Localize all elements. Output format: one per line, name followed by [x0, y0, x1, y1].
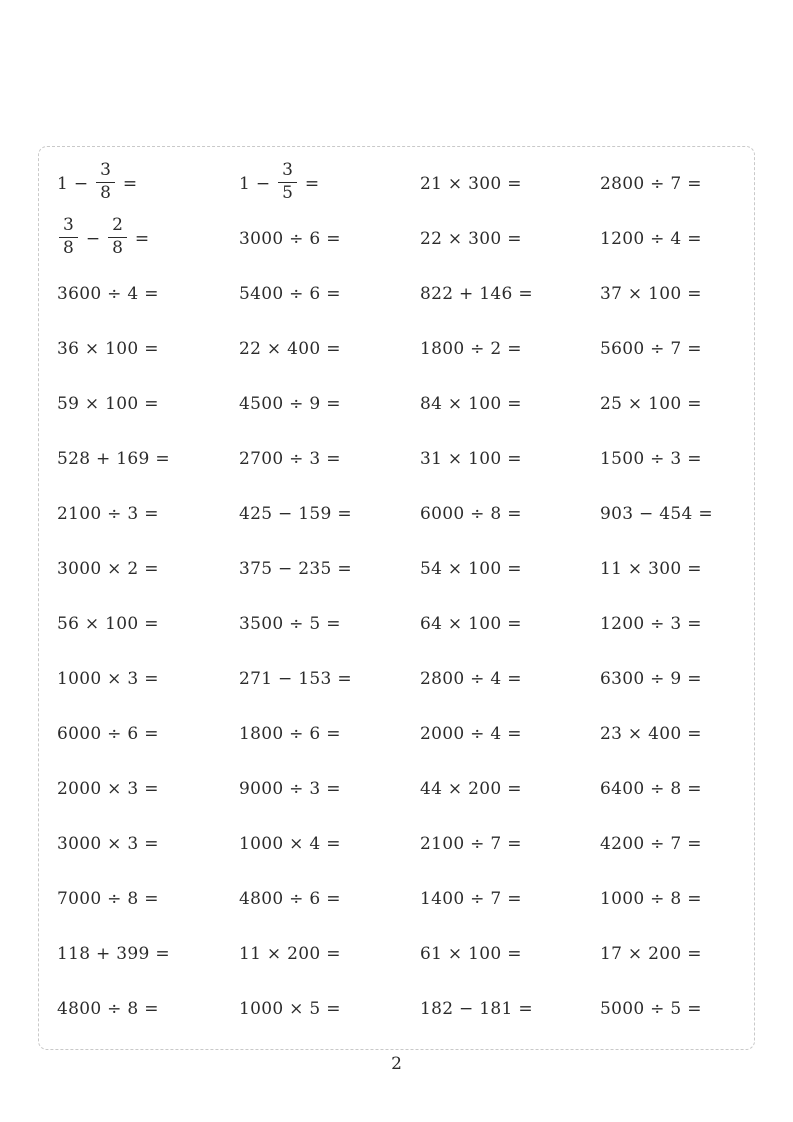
math-problem: 25 × 100 = — [600, 393, 702, 414]
math-problem: $\frac{3}{8}$ − $\frac{2}{8}$ = — [57, 211, 239, 266]
math-problem: 6400 ÷ 8 = — [600, 778, 702, 799]
math-problem: 1200 ÷ 4 = — [600, 228, 702, 249]
math-problem: 21 × 300 = — [420, 173, 522, 194]
fraction-numerator: 3 — [278, 162, 297, 183]
math-problem: 6000 ÷ 6 = — [57, 723, 159, 744]
problem-grid — [57, 156, 746, 1035]
math-problem: 36 × 100 = — [57, 338, 159, 359]
math-problem: 56 × 100 = — [57, 613, 159, 634]
math-problem: 6000 ÷ 8 = — [420, 503, 522, 524]
math-problem: 17 × 200 = — [600, 943, 702, 964]
math-problem: 1 − $\frac{3}{8}$ = — [57, 160, 138, 203]
math-problem: 1500 ÷ 3 = — [600, 448, 702, 469]
math-problem: 4500 ÷ 9 = — [239, 393, 341, 414]
math-problem: 1400 ÷ 7 = — [420, 888, 522, 909]
math-problem: 1800 ÷ 2 = — [420, 338, 522, 359]
math-problem: 31 × 100 = — [420, 448, 522, 469]
math-problem: 3000 ÷ 6 = — [239, 228, 341, 249]
math-problem: 528 + 169 = — [57, 448, 170, 469]
math-problem: 2100 ÷ 7 = — [420, 833, 522, 854]
fraction — [96, 162, 115, 203]
fraction — [278, 162, 297, 203]
math-problem: 1 − $\frac{3}{5}$ = — [239, 160, 320, 203]
math-problem: 54 × 100 = — [420, 558, 522, 579]
math-problem: 3500 ÷ 5 = — [239, 613, 341, 634]
math-problem: 1000 × 3 = — [57, 668, 159, 689]
math-problem: 7000 ÷ 8 = — [57, 888, 159, 909]
fraction — [108, 217, 127, 258]
math-problem: 61 × 100 = — [420, 943, 522, 964]
math-problem: 822 + 146 = — [420, 283, 533, 304]
math-problem: 5000 ÷ 5 = — [600, 998, 702, 1019]
math-problem: 2800 ÷ 7 = — [600, 173, 702, 194]
math-problem: 5400 ÷ 6 = — [239, 283, 341, 304]
math-problem: 23 × 400 = — [600, 723, 702, 744]
math-problem: 2000 ÷ 4 = — [420, 723, 522, 744]
math-problem: 44 × 200 = — [420, 778, 522, 799]
math-problem: 59 × 100 = — [57, 393, 159, 414]
fraction-numerator: 2 — [108, 217, 127, 238]
math-problem: 5600 ÷ 7 = — [600, 338, 702, 359]
math-problem: 1000 ÷ 8 = — [600, 888, 702, 909]
fraction-numerator: 3 — [59, 217, 78, 238]
worksheet-border — [38, 146, 755, 1050]
math-problem: 2800 ÷ 4 = — [420, 668, 522, 689]
math-problem: 1800 ÷ 6 = — [239, 723, 341, 744]
math-problem: 271 − 153 = — [239, 668, 352, 689]
math-problem: 3000 × 3 = — [57, 833, 159, 854]
math-problem: 4800 ÷ 6 = — [239, 888, 341, 909]
math-problem: 375 − 235 = — [239, 558, 352, 579]
math-problem: 182 − 181 = — [420, 998, 533, 1019]
math-problem: 11 × 200 = — [239, 943, 341, 964]
math-problem: 3000 × 2 = — [57, 558, 159, 579]
math-problem: 22 × 300 = — [420, 228, 522, 249]
math-problem: 2000 × 3 = — [57, 778, 159, 799]
math-problem: 2100 ÷ 3 = — [57, 503, 159, 524]
math-problem: 903 − 454 = — [600, 503, 713, 524]
math-problem: 37 × 100 = — [600, 283, 702, 304]
math-problem: 425 − 159 = — [239, 503, 352, 524]
math-problem: 64 × 100 = — [420, 613, 522, 634]
math-problem: 6300 ÷ 9 = — [600, 668, 702, 689]
math-problem: 4800 ÷ 8 = — [57, 998, 159, 1019]
math-problem: 4200 ÷ 7 = — [600, 833, 702, 854]
math-problem: 118 + 399 = — [57, 943, 170, 964]
fraction-numerator: 3 — [96, 162, 115, 183]
math-problem: 1000 × 5 = — [239, 998, 341, 1019]
fraction-denominator: 5 — [282, 183, 294, 203]
page-number: 2 — [391, 1054, 402, 1074]
fraction-denominator: 8 — [100, 183, 112, 203]
math-problem: 9000 ÷ 3 = — [239, 778, 341, 799]
math-problem: 1200 ÷ 3 = — [600, 613, 702, 634]
math-problem: 2700 ÷ 3 = — [239, 448, 341, 469]
math-problem: 11 × 300 = — [600, 558, 702, 579]
fraction — [59, 217, 78, 258]
math-problem: 3600 ÷ 4 = — [57, 283, 159, 304]
fraction-denominator: 8 — [63, 238, 75, 258]
fraction-denominator: 8 — [112, 238, 124, 258]
math-problem: 22 × 400 = — [239, 338, 341, 359]
math-problem: 84 × 100 = — [420, 393, 522, 414]
math-problem: 1000 × 4 = — [239, 833, 341, 854]
